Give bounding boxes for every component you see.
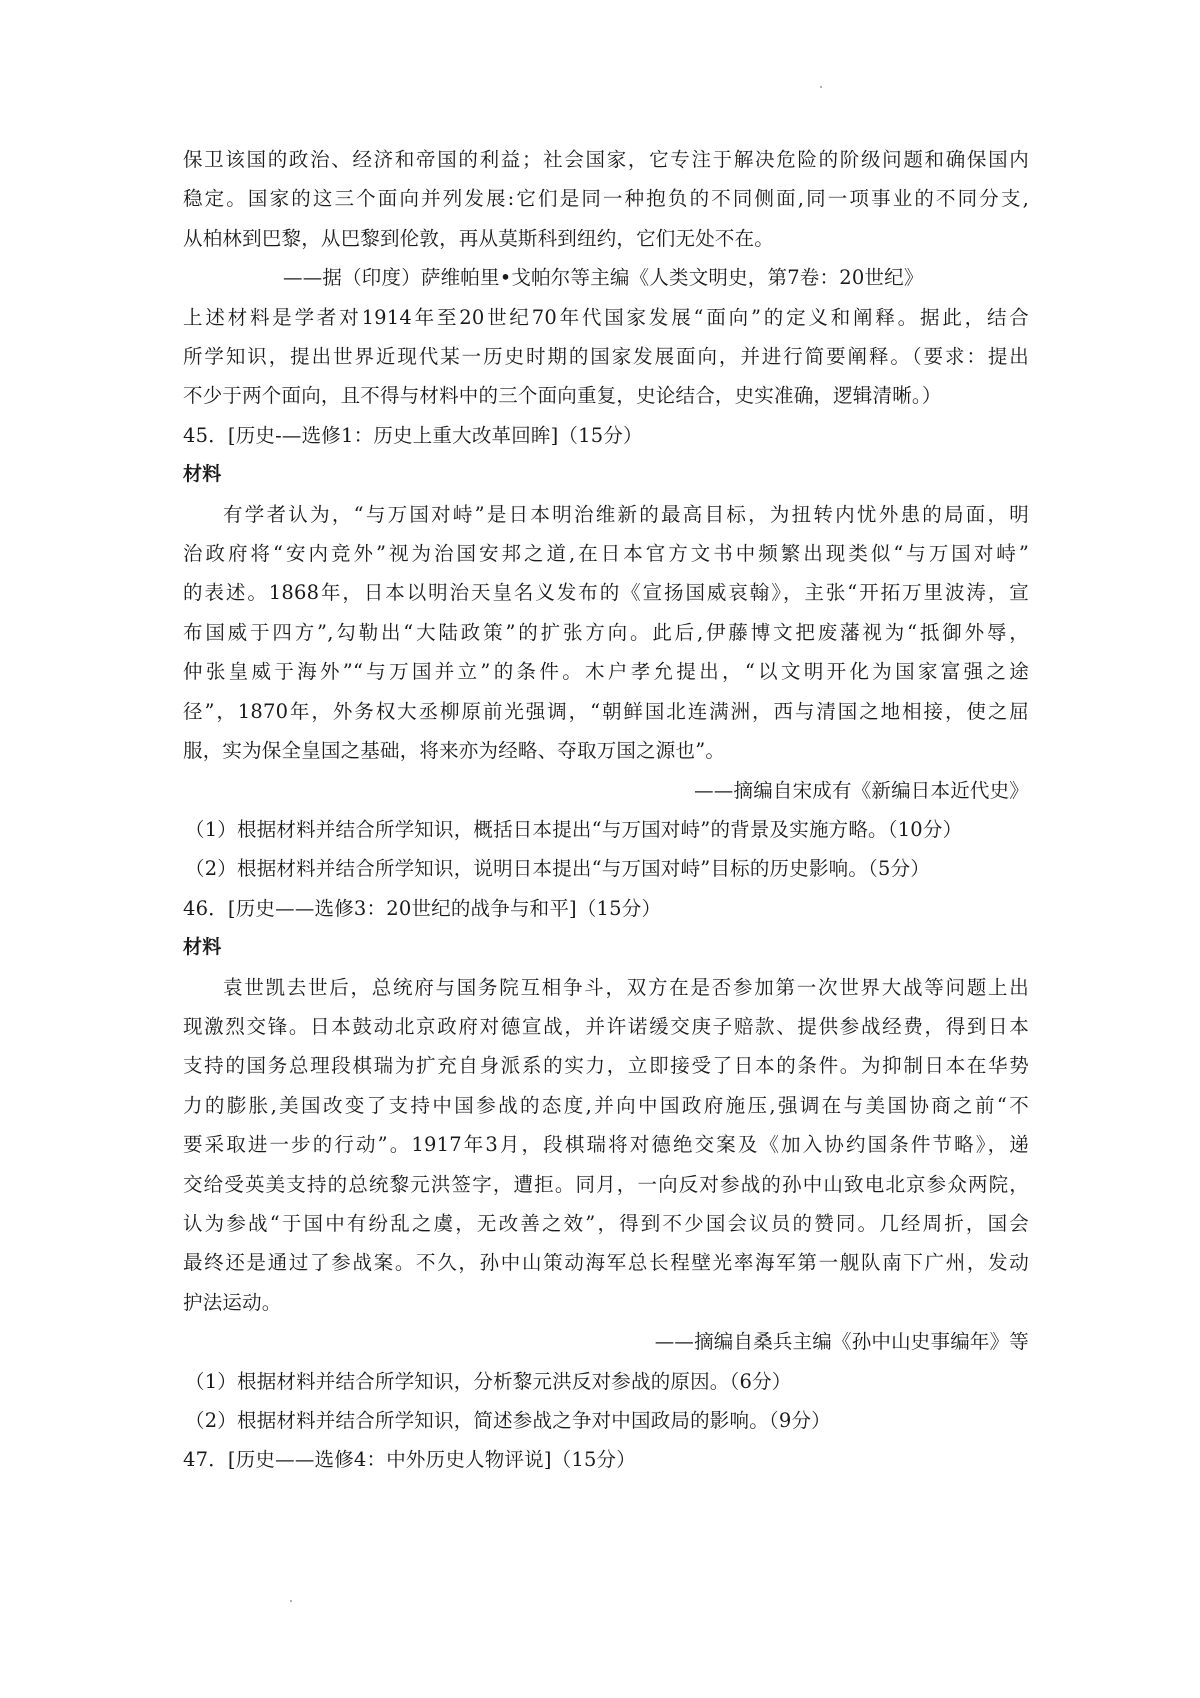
- page-content: [183, 140, 1029, 1480]
- sub-question: （2）根据材料并结合所学知识，简述参战之争对中国政局的影响。（9分）: [185, 1409, 831, 1432]
- material-label: 材料: [183, 463, 222, 486]
- question-title: 46．[历史——选修3：20世纪的战争与和平]（15分）: [183, 896, 662, 920]
- text-line: 仲张皇威于海外”“与万国并立”的条件。木户孝允提出，“以文明开化为国家富强之途: [183, 660, 1029, 684]
- text-line: 现激烈交锋。日本鼓动北京政府对德宣战，并许诺缓交庚子赔款、提供参战经费，得到日本: [183, 1014, 1029, 1038]
- text-line: 所学知识，提出世界近现代某一历史时期的国家发展面向，并进行简要阐释。（要求：提出: [183, 345, 1029, 369]
- text-line: 最终还是通过了参战案。不久，孙中山策动海军总长程壁光率海军第一舰队南下广州，发动: [183, 1251, 1029, 1275]
- text-line: 上述材料是学者对1914年至20世纪70年代国家发展“面向”的定义和阐释。据此，结合: [183, 305, 1029, 329]
- question-45: [183, 416, 1029, 889]
- text-line: 从柏林到巴黎，从巴黎到伦敦，再从莫斯科到纽约，它们无处不在。: [183, 226, 775, 250]
- continued-material: [183, 140, 1029, 258]
- question-title: 45．[历史-—选修1：历史上重大改革回眸]（15分）: [183, 423, 643, 447]
- question-title: 47．[历史——选修4：中外历史人物评说]（15分）: [183, 1448, 636, 1472]
- text-line: 支持的国务总理段棋瑞为扩充自身派系的实力，立即接受了日本的条件。为抑制日本在华势: [183, 1054, 1029, 1078]
- text-line: 布国威于四方”,勾勒出“大陆政策”的扩张方向。此后,伊藤博文把废藩视为“抵御外辱，: [183, 620, 1029, 644]
- scan-speck: [290, 1600, 292, 1602]
- question-46: [183, 889, 1029, 1441]
- text-line: 保卫该国的政治、经济和帝国的利益；社会国家，它专注于解决危险的阶级问题和确保国内: [183, 148, 1029, 171]
- text-line: 力的膨胀,美国改变了支持中国参战的态度,并向中国政府施压,强调在与美国协商之前“不: [183, 1093, 1029, 1117]
- text-line: 不少于两个面向，且不得与材料中的三个面向重复，史论结合，史实准确，逻辑清晰。）: [183, 384, 942, 408]
- material-source: ——摘编自宋成有《新编日本近代史》: [694, 778, 1029, 802]
- text-line: 护法运动。: [183, 1290, 282, 1314]
- text-line: 的表述。1868年，日本以明治天皇名义发布的《宣扬国威哀翰》，主张“开拓万里波涛，宣: [183, 581, 1029, 605]
- text-line: 稳定。国家的这三个面向并列发展:它们是同一种抱负的不同侧面,同一项事业的不同分支,: [183, 187, 1029, 211]
- material-paragraph: [183, 968, 1029, 1323]
- text-line: 治政府将“安内竞外”视为治国安邦之道,在日本官方文书中频繁出现类似“与万国对峙”: [183, 542, 1029, 566]
- text-line: 交给受英美支持的总统黎元洪签字，遭拒。同月，一向反对参战的孙中山致电北京参众两院，: [183, 1172, 1029, 1196]
- text-line: 服，实为保全皇国之基础，将来亦为经略、夺取万国之源也”。: [183, 739, 726, 763]
- text-line: 要采取进一步的行动”。1917年3月，段棋瑞将对德绝交案及《加入协约国条件节略》，递: [183, 1133, 1029, 1157]
- scan-speck: [820, 86, 822, 88]
- text-line: 径”，1870年，外务权大丞柳原前光强调，“朝鲜国北连满洲，西与清国之地相接，使之屈: [183, 699, 1029, 723]
- material-source: ——据（印度）萨维帕里•戈帕尔等主编《人类文明史，第7卷：20世纪》: [283, 266, 924, 290]
- text-line: 认为参战“于国中有纷乱之虞，无改善之效”，得到不少国会议员的赞同。几经周折，国会: [183, 1211, 1029, 1235]
- material-source: ——摘编自桑兵主编《孙中山史事编年》等: [654, 1330, 1029, 1354]
- sub-question: （1）根据材料并结合所学知识，概括日本提出“与万国对峙”的背景及实施方略。（10分）: [185, 817, 963, 841]
- q44-prompt: [183, 298, 1029, 416]
- question-47: [183, 1440, 1029, 1479]
- material-label: 材料: [183, 936, 222, 959]
- text-line: 袁世凯去世后，总统府与国务院互相争斗，双方在是否参加第一次世界大战等问题上出: [223, 975, 1029, 999]
- material-paragraph: [183, 495, 1029, 771]
- text-line: 有学者认为，“与万国对峙”是日本明治维新的最高目标，为扭转内忧外患的局面，明: [223, 502, 1029, 526]
- sub-question: （1）根据材料并结合所学知识，分析黎元洪反对参战的原因。（6分）: [185, 1369, 792, 1393]
- sub-question: （2）根据材料并结合所学知识，说明日本提出“与万国对峙”目标的历史影响。（5分）: [185, 857, 931, 881]
